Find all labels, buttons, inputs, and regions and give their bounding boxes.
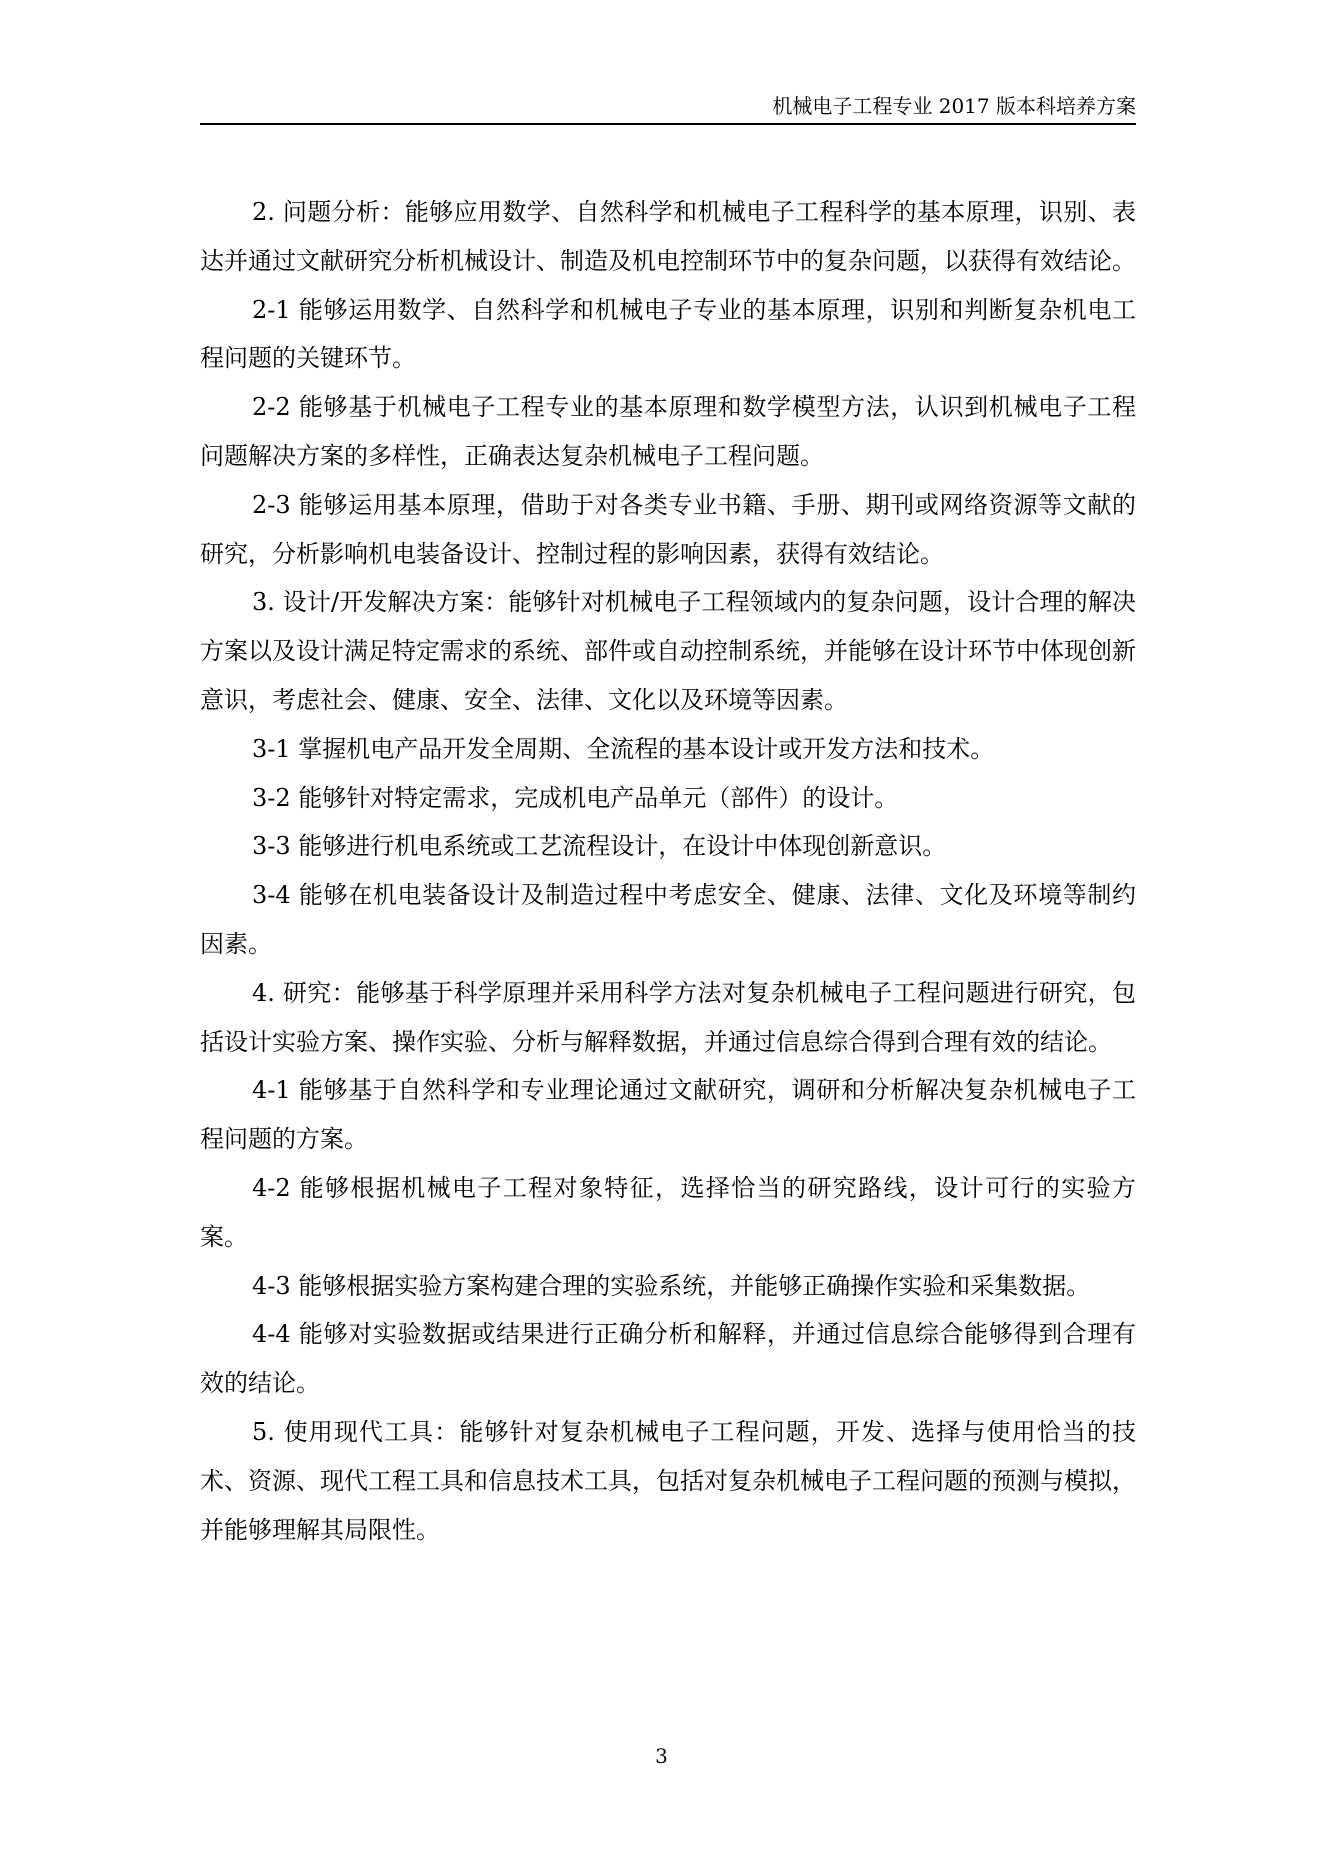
page-header: 机械电子工程专业 2017 版本科培养方案 bbox=[772, 94, 1136, 118]
page-number: 3 bbox=[655, 1744, 668, 1768]
paragraph-2-problem-analysis: 2. 问题分析：能够应用数学、自然科学和机械电子工程科学的基本原理，识别、表达并通过文献研究分析机械设计、制造及机电控制环节中的复杂问题，以获得有效结论。 bbox=[200, 198, 1136, 275]
paragraph-5-modern-tools: 5. 使用现代工具：能够针对复杂机械电子工程问题，开发、选择与使用恰当的技术、资源、现代工程工具和信息技术工具，包括对复杂机械电子工程问题的预测与模拟，并能够理解其局限性。 bbox=[200, 1417, 1136, 1544]
header-divider bbox=[200, 123, 1136, 125]
paragraph-3-design-development: 3. 设计/开发解决方案：能够针对机械电子工程领域内的复杂问题，设计合理的解决方案以及设计满足特定需求的系统、部件或自动控制系统，并能够在设计环节中体现创新意识，考虑社会、健康、安全、法律、文化以及环境等因素。 bbox=[200, 588, 1136, 714]
paragraph-4-4: 4-4 能够对实验数据或结果进行正确分析和解释，并通过信息综合能够得到合理有效的结论。 bbox=[200, 1320, 1136, 1398]
document-body bbox=[200, 188, 1136, 1554]
paragraph-4-3: 4-3 能够根据实验方案构建合理的实验系统，并能够正确操作实验和采集数据。 bbox=[252, 1271, 1091, 1300]
paragraph-3-3: 3-3 能够进行机电系统或工艺流程设计，在设计中体现创新意识。 bbox=[252, 832, 947, 861]
paragraph-4-research: 4. 研究：能够基于科学原理并采用科学方法对复杂机械电子工程问题进行研究，包括设计实验方案、操作实验、分析与解释数据，并通过信息综合得到合理有效的结论。 bbox=[200, 978, 1136, 1056]
paragraph-2-3: 2-3 能够运用基本原理，借助于对各类专业书籍、手册、期刊或网络资源等文献的研究，分析影响机电装备设计、控制过程的影响因素，获得有效结论。 bbox=[200, 490, 1136, 568]
paragraph-4-2: 4-2 能够根据机械电子工程对象特征，选择恰当的研究路线，设计可行的实验方案。 bbox=[200, 1173, 1136, 1251]
paragraph-3-2: 3-2 能够针对特定需求，完成机电产品单元（部件）的设计。 bbox=[252, 783, 899, 812]
paragraph-2-1: 2-1 能够运用数学、自然科学和机械电子专业的基本原理，识别和判断复杂机电工程问题的关键环节。 bbox=[200, 295, 1136, 373]
paragraph-4-1: 4-1 能够基于自然科学和专业理论通过文献研究，调研和分析解决复杂机械电子工程问题的方案。 bbox=[200, 1076, 1136, 1154]
paragraph-2-2: 2-2 能够基于机械电子工程专业的基本原理和数学模型方法，认识到机械电子工程问题解决方案的多样性，正确表达复杂机械电子工程问题。 bbox=[200, 393, 1136, 470]
paragraph-3-4: 3-4 能够在机电装备设计及制造过程中考虑安全、健康、法律、文化及环境等制约因素。 bbox=[200, 881, 1136, 958]
paragraph-3-1: 3-1 掌握机电产品开发全周期、全流程的基本设计或开发方法和技术。 bbox=[252, 734, 995, 763]
